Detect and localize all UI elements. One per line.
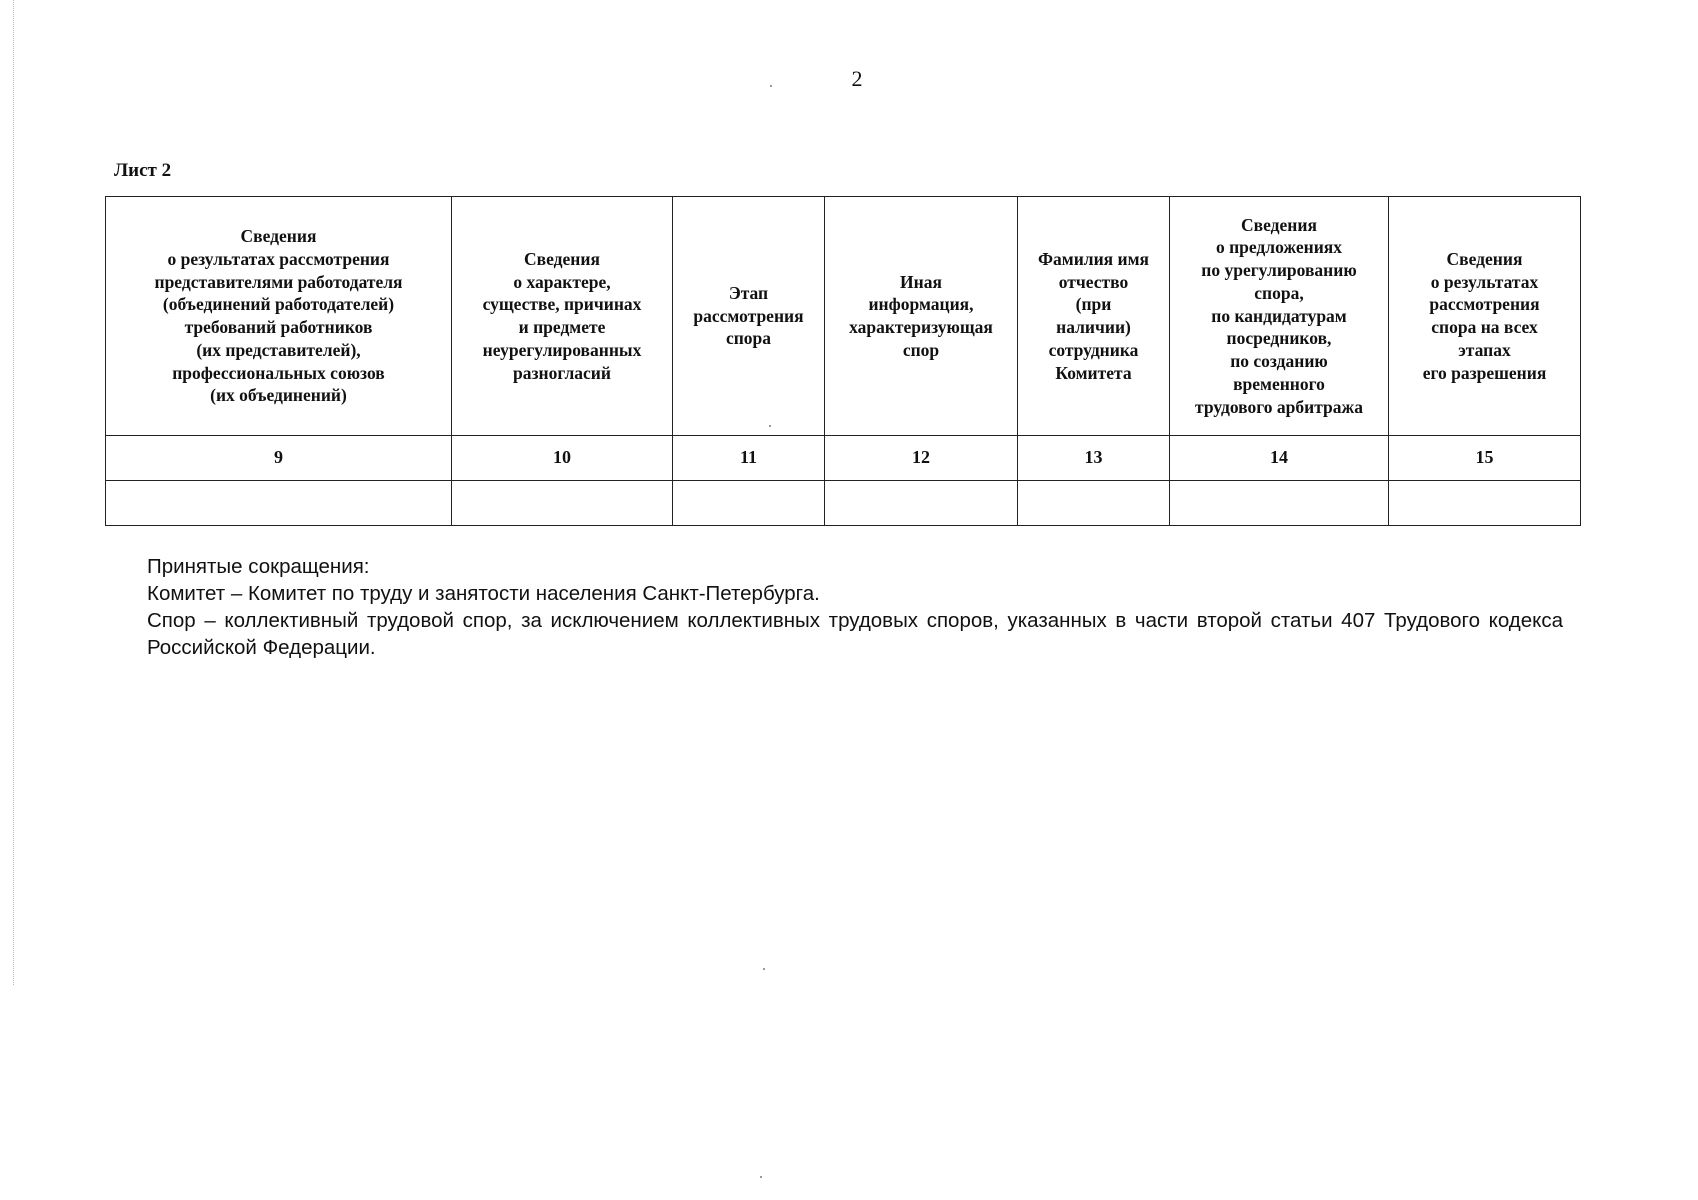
column-number-cell: 12 bbox=[825, 436, 1018, 481]
notes-heading: Принятые сокращения: bbox=[147, 555, 370, 578]
data-cell bbox=[1170, 481, 1389, 526]
note-committee: Комитет – Комитет по труду и занятости населения Санкт-Петербурга. bbox=[147, 582, 820, 605]
page-number: 2 bbox=[851, 66, 863, 91]
data-cell bbox=[1018, 481, 1170, 526]
header-row bbox=[106, 197, 1581, 436]
column-number-cell: 11 bbox=[673, 436, 825, 481]
data-cell bbox=[106, 481, 452, 526]
data-cell bbox=[673, 481, 825, 526]
report-table bbox=[105, 196, 1581, 526]
header-cell-11: Этап рассмотрения спора bbox=[673, 197, 825, 436]
note-dispute: Спор – коллективный трудовой спор, за исключением коллективных трудовых споров, указанных в части второй статьи 407 Трудового кодекса Российской Федерации. bbox=[147, 609, 1563, 659]
column-number-cell: 15 bbox=[1389, 436, 1581, 481]
header-cell-15: Сведения о результатах рассмотрения спора на всех этапах его разрешения bbox=[1389, 197, 1581, 436]
scan-speck bbox=[760, 1176, 762, 1178]
data-cell bbox=[825, 481, 1018, 526]
sheet-label: Лист 2 bbox=[114, 160, 172, 181]
header-cell-13: Фамилия имя отчество (при наличии) сотрудника Комитета bbox=[1018, 197, 1170, 436]
scan-edge bbox=[13, 0, 14, 985]
abbreviations-notes bbox=[147, 553, 1563, 661]
header-cell-14: Сведения о предложениях по урегулированию спора, по кандидатурам посредников, по созданию временного трудового арбитража bbox=[1170, 197, 1389, 436]
header-cell-10: Сведения о характере, существе, причинах и предмете неурегулированных разногласий bbox=[452, 197, 673, 436]
header-cell-12: Иная информация, характеризующая спор bbox=[825, 197, 1018, 436]
column-number-cell: 9 bbox=[106, 436, 452, 481]
column-number-cell: 14 bbox=[1170, 436, 1389, 481]
data-cell bbox=[1389, 481, 1581, 526]
column-number-row bbox=[106, 436, 1581, 481]
scan-speck bbox=[763, 968, 765, 970]
header-cell-9: Сведения о результатах рассмотрения представителями работодателя (объединений работодателей) требований работников (их представителей), профессиональных союзов (их объединений) bbox=[106, 197, 452, 436]
scan-speck bbox=[769, 425, 771, 427]
column-number-cell: 13 bbox=[1018, 436, 1170, 481]
scan-speck bbox=[770, 85, 772, 87]
column-number-cell: 10 bbox=[452, 436, 673, 481]
data-cell bbox=[452, 481, 673, 526]
data-row bbox=[106, 481, 1581, 526]
